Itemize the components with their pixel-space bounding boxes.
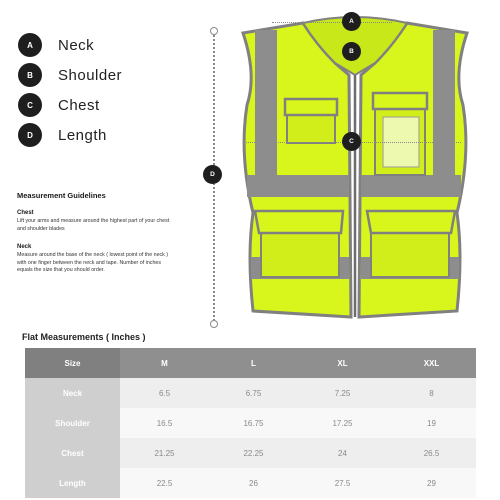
table-row (25, 438, 476, 468)
upper-right-band (361, 175, 461, 197)
table-title: Flat Measurements ( Inches ) (22, 332, 146, 342)
measurement-guidelines (17, 191, 177, 286)
legend-badge-b: B (18, 63, 42, 87)
header-xxl: XXL (423, 358, 440, 368)
neck-dimension-line (272, 22, 392, 23)
right-vertical-stripe (433, 30, 455, 180)
table-cell: 16.5 (156, 418, 173, 428)
header-size: Size (25, 348, 120, 378)
length-line-top-cap (210, 27, 218, 35)
legend-badge-c: C (18, 93, 42, 117)
table-cell: 27.5 (334, 478, 351, 488)
table-cell: 19 (427, 418, 436, 428)
legend-label-neck: Neck (58, 36, 95, 54)
marker-c: C (342, 132, 361, 151)
legend-item-length (18, 120, 122, 150)
left-chest-flap (285, 99, 337, 115)
header-xl: XL (337, 358, 348, 368)
table-cell: 6.5 (158, 388, 171, 398)
table-cell: 16.75 (243, 418, 264, 428)
size-legend (18, 30, 122, 150)
table-cell: 22.5 (156, 478, 173, 488)
marker-d: D (203, 165, 222, 184)
length-line-bottom-cap (210, 320, 218, 328)
chest-heading: Chest (17, 210, 34, 216)
header-l: L (251, 358, 256, 368)
table-cell: 17.25 (332, 418, 353, 428)
row-label: Shoulder (25, 408, 120, 438)
legend-badge-d: D (18, 123, 42, 147)
table-header-row (25, 348, 476, 378)
table-cell: 24 (338, 448, 347, 458)
row-label: Length (25, 468, 120, 498)
table-cell: 26 (249, 478, 258, 488)
legend-label-shoulder: Shoulder (58, 66, 123, 84)
left-vertical-stripe (255, 30, 277, 180)
guidelines-title: Measurement Guidelines (17, 191, 106, 200)
row-label: Neck (25, 378, 120, 408)
table-row (25, 468, 476, 498)
upper-left-band (247, 175, 349, 197)
table-row (25, 408, 476, 438)
table-row (25, 378, 476, 408)
size-table (25, 348, 476, 498)
right-lower-flap (367, 211, 455, 233)
legend-item-shoulder (18, 60, 122, 90)
table-cell: 29 (427, 478, 436, 488)
marker-b: B (342, 42, 361, 61)
legend-badge-a: A (18, 33, 42, 57)
table-cell: 8 (429, 388, 434, 398)
table-cell: 26.5 (423, 448, 440, 458)
table-cell: 22.25 (243, 448, 264, 458)
neck-instructions: Measure around the base of the neck ( lowest point of the neck ) with one finger between the neck and tape. Number of inches equals the size that you should order. (17, 252, 169, 274)
table-cell: 21.25 (154, 448, 175, 458)
table-cell: 7.25 (334, 388, 351, 398)
row-label: Chest (25, 438, 120, 468)
legend-label-length: Length (58, 126, 107, 144)
chest-instructions: Lift your arms and measure around the highest part of your chest and shoulder blades (17, 218, 170, 232)
right-chest-flap (373, 93, 427, 109)
neck-heading: Neck (17, 244, 32, 251)
left-lower-flap (255, 211, 343, 233)
table-cell: 6.75 (245, 388, 262, 398)
legend-item-neck (18, 30, 122, 60)
legend-item-chest (18, 90, 122, 120)
header-m: M (161, 358, 168, 368)
marker-a: A (342, 12, 361, 31)
legend-label-chest: Chest (58, 96, 100, 114)
